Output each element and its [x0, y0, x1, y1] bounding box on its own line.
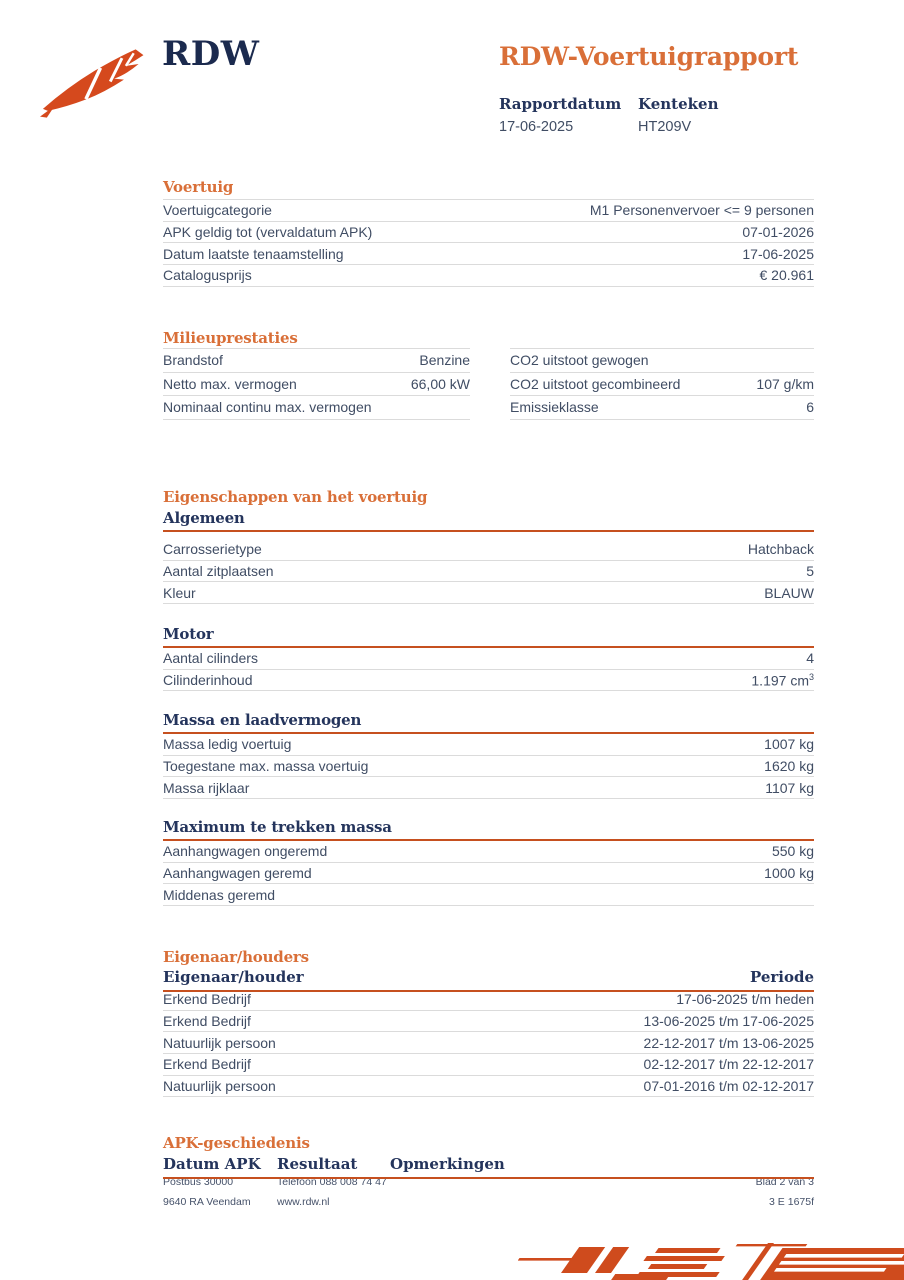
- row-label: Datum laatste tenaamstelling: [163, 245, 344, 262]
- report-date-block: [499, 95, 638, 135]
- footer-phone: Telefoon 088 008 74 47: [277, 1176, 387, 1188]
- table-row: [163, 777, 814, 799]
- table-row: [163, 1032, 814, 1054]
- subsection-title-algemeen: Algemeen: [163, 509, 814, 532]
- row-value: 1.197 $cm^3$: [751, 671, 814, 689]
- milieu-right-table: [510, 348, 814, 420]
- row-value: 07-01-2026: [742, 224, 814, 241]
- table-row: [163, 863, 814, 885]
- row-value: 13-06-2025 t/m 17-06-2025: [643, 1013, 814, 1030]
- row-label: Nominaal continu max. vermogen: [163, 399, 372, 416]
- table-row: [163, 265, 814, 287]
- row-label: Middenas geremd: [163, 886, 276, 903]
- footer-line-2: [163, 1196, 814, 1208]
- subsection-title-motor: Motor: [163, 625, 814, 648]
- table-row: [163, 373, 470, 397]
- row-value: 17-06-2025 t/m heden: [676, 991, 814, 1008]
- row-label: Erkend Bedrijf: [163, 1056, 251, 1073]
- row-label: Netto max. vermogen: [163, 375, 297, 392]
- footer-postbus: Postbus 30000: [163, 1176, 234, 1188]
- row-label: APK geldig tot (vervaldatum APK): [163, 224, 373, 241]
- row-value: 02-12-2017 t/m 22-12-2017: [643, 1056, 814, 1073]
- subsection-title-maximum-trekken: Maximum te trekken massa: [163, 818, 814, 841]
- speed-stripes-icon: [518, 1243, 904, 1280]
- footer-doc-code: 3 E 1675f: [769, 1196, 814, 1208]
- row-value: 22-12-2017 t/m 13-06-2025: [643, 1034, 814, 1051]
- motor-table: [163, 648, 814, 691]
- footer-website: www.rdw.nl: [277, 1196, 330, 1208]
- maximum-trekken-table: [163, 841, 814, 906]
- period-column-header: Periode: [749, 968, 814, 986]
- report-title: RDW-Voertuigrapport: [499, 42, 799, 71]
- row-label: Toegestane max. massa voertuig: [163, 758, 369, 775]
- table-row: [163, 1076, 814, 1098]
- table-row: [163, 648, 814, 670]
- subsection-title-massa: Massa en laadvermogen: [163, 711, 814, 734]
- rdw-wordmark: RDW: [162, 34, 260, 74]
- table-row: [163, 243, 814, 265]
- table-row: [163, 989, 814, 1011]
- owner-column-header: Eigenaar/houder: [163, 968, 304, 986]
- footer-page-indicator: Blad 2 van 3: [755, 1176, 814, 1188]
- row-value: 6: [806, 399, 814, 416]
- rdw-logo-feather-icon: [40, 46, 162, 120]
- row-label: Aanhangwagen ongeremd: [163, 843, 328, 860]
- row-label: Erkend Bedrijf: [163, 991, 251, 1008]
- row-label: Erkend Bedrijf: [163, 1013, 251, 1030]
- table-row: [510, 349, 814, 373]
- table-row: [163, 670, 814, 692]
- bottom-speed-stripes-graphic: [518, 1243, 904, 1280]
- row-label: Kleur: [163, 584, 196, 601]
- row-value: 1007 kg: [764, 736, 814, 753]
- table-row: [163, 1011, 814, 1033]
- milieu-left-table: [163, 348, 470, 420]
- apk-result-column-header: Resultaat: [277, 1155, 358, 1173]
- table-row: [163, 756, 814, 778]
- row-value: 66,00 kW: [410, 375, 470, 392]
- table-row: [163, 561, 814, 583]
- table-row: [510, 373, 814, 397]
- row-value: 5: [806, 563, 814, 580]
- section-title-milieuprestaties: Milieuprestaties: [163, 329, 298, 347]
- row-label: Voertuigcategorie: [163, 202, 272, 219]
- row-label: CO2 uitstoot gecombineerd: [510, 375, 681, 392]
- section-title-eigenaar: Eigenaar/houders: [163, 948, 309, 966]
- row-label: Carrosserietype: [163, 541, 262, 558]
- license-plate-label: Kenteken: [638, 95, 719, 113]
- table-row: [163, 200, 814, 222]
- row-label: Cilinderinhoud: [163, 672, 253, 689]
- row-label: Aantal cilinders: [163, 650, 258, 667]
- table-row: [510, 396, 814, 420]
- row-label: Aantal zitplaatsen: [163, 563, 274, 580]
- license-plate-block: [638, 95, 718, 135]
- apk-date-column-header: Datum APK: [163, 1155, 261, 1173]
- row-label: Massa ledig voertuig: [163, 736, 292, 753]
- report-date-value: 17-06-2025: [499, 119, 574, 135]
- row-value: 1000 kg: [764, 865, 814, 882]
- apk-remarks-column-header: Opmerkingen: [390, 1155, 505, 1173]
- table-row: [163, 734, 814, 756]
- row-value: 07-01-2016 t/m 02-12-2017: [643, 1078, 814, 1095]
- row-label: Natuurlijk persoon: [163, 1034, 276, 1051]
- row-value: € 20.961: [759, 267, 814, 284]
- row-value: Benzine: [419, 352, 470, 369]
- row-value: 17-06-2025: [742, 245, 814, 262]
- row-label: Natuurlijk persoon: [163, 1078, 276, 1095]
- owner-table: [163, 989, 814, 1097]
- row-value: BLAUW: [764, 584, 814, 601]
- apk-table-header: [163, 1155, 814, 1179]
- table-row: [163, 884, 814, 906]
- massa-table: [163, 734, 814, 799]
- row-value: 1107 kg: [765, 779, 814, 796]
- row-value: Hatchback: [747, 541, 814, 558]
- row-value: 1620 kg: [764, 758, 814, 775]
- voertuig-table: [163, 199, 814, 287]
- section-title-voertuig: Voertuig: [163, 178, 234, 196]
- row-label: Massa rijklaar: [163, 779, 250, 796]
- row-label: Brandstof: [163, 352, 223, 369]
- row-label: Emissieklasse: [510, 399, 599, 416]
- report-meta: [499, 95, 718, 135]
- section-title-apk: APK-geschiedenis: [163, 1134, 310, 1152]
- table-row: [163, 349, 470, 373]
- row-value: 550 kg: [771, 843, 814, 860]
- algemeen-table: [163, 539, 814, 604]
- table-row: [163, 396, 470, 420]
- table-row: [163, 1054, 814, 1076]
- row-label: Catalogusprijs: [163, 267, 252, 284]
- row-value: 4: [806, 650, 814, 667]
- row-label: CO2 uitstoot gewogen: [510, 352, 649, 369]
- table-row: [163, 582, 814, 604]
- table-row: [163, 222, 814, 244]
- table-row: [163, 539, 814, 561]
- report-date-label: Rapportdatum: [499, 95, 622, 113]
- license-plate-value: HT209V: [638, 119, 692, 135]
- footer-city: 9640 RA Veendam: [163, 1196, 251, 1208]
- row-value: 107 g/km: [756, 375, 814, 392]
- row-label: Aanhangwagen geremd: [163, 865, 312, 882]
- section-title-eigenschappen: Eigenschappen van het voertuig: [163, 488, 428, 506]
- table-row: [163, 841, 814, 863]
- row-value: M1 Personenvervoer <= 9 personen: [589, 202, 814, 219]
